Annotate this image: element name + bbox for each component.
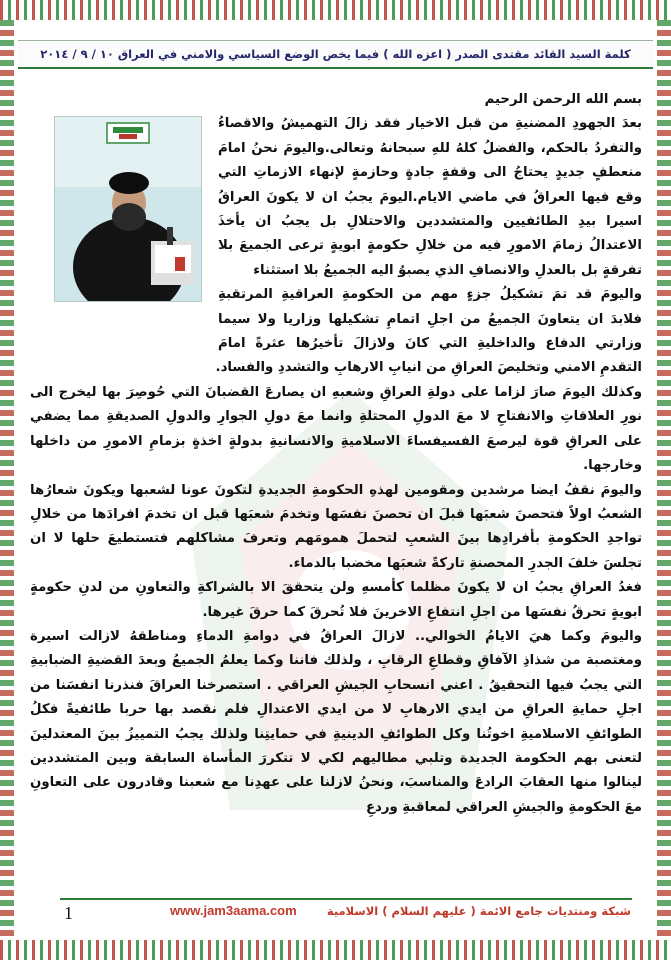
- decorative-border-left: [0, 20, 14, 940]
- document-title: كلمة السيد القائد مقتدى الصدر ( اعزه الله ) فيما يخص الوضع السياسي والامني في العراق ١٠ / ٩ / ٢٠١٤: [40, 47, 631, 61]
- paragraph: واليومَ نقفُ ايضا مرشدين ومقومين لهذهِ الحكومةِ الجديدةِ لتكونَ عونا لشعبها ويكونَ شعارُها الشعبُ اولاً فتحصنَ شعبَها قبلَ ان تحصنَ نفسَها وتخدمَ شعبَها قبل ان تخدمَ افرادَها من خلالِ تواجدِ الحكومةِ بأفرادِها بينَ الشعبِ لتحملَ همومَهم وتعرفَ مشاكلهم فتستطيعَ حلها لا ان تجلسَ خلفَ الجدرِ المحصنةِ تاركةً شعبَها مخضبا بالدماء.: [30, 482, 642, 571]
- paragraph: وكذلك اليومَ صارَ لزاما على دولةِ العراقِ وشعبهِ ان يصارعَ القضبانَ التي حُوصِرَ بها ليخرج الى نورِ العلاقاتِ والانفتاحِ لا معَ الدولِ المحتلةِ وانما معَ دولِ الجوارِ والدولِ الصديقةِ مما يضفي على العراقِ قوة ليرصعَ الفسيفساءَ الاسلاميةِ والانسانيةِ بدولةٍ اخذةٍ بزمامِ الامورِ من داخلها وخارجها.: [30, 384, 642, 474]
- header-bar: [18, 40, 653, 69]
- network-name: شبكة ومنتديات جامع الائمة ( عليهم السلام ) الاسلامية: [326, 904, 631, 918]
- decorative-border-bottom: [0, 940, 671, 960]
- paragraph: بعدَ الجهودِ المضنيةِ من قبل الاخيار فقد زالَ التهميشُ والاقصاءُ والتفردُ بالحكم، والفضلُ كلهُ للهِ سبحانهُ وتعالى.واليومَ نحنُ امامَ منعطفٍ جديدٍ يحتاجُ الى وقفةٍ جادةٍ وحازمةٍ لإنهاء الازماتِ التي وقع فيها العراقُ في ماضي الايام.اليومَ يجبُ ان لا يكونَ العراقُ اسيرا بيدِ الطائفيين والمتشددين والاحتلالِ بل يجبُ ان يأخذَ الاعتدالُ زمامَ الامورِ فيه من خلالِ حكومةٍ ابويةٍ ترعى الجميعَ بلا تفرقةٍ بل بالعدلِ والانصافِ الذي يصبوُ اليه الجميعُ بلا استثناء: [218, 116, 642, 278]
- decorative-border-right: [657, 20, 671, 940]
- paragraph: فغدُ العراقِ يجبُ ان لا يكونَ مظلما كأمسهِ ولن يتحققَ الا بالشراكةِ والتعاونِ من لدنِ حكومةٍ ابويةٍ تحرقُ نفسَها من اجلِ انتفاعِ الاخرينَ فلا تُحرقَ كما حرقَ غيرها.: [30, 580, 642, 620]
- basmala: بسم الله الرحمن الرحيم: [484, 92, 642, 107]
- decorative-border-top: [0, 0, 671, 20]
- website-link[interactable]: www.jam3aama.com: [170, 903, 297, 918]
- speech-text: [30, 88, 642, 820]
- paragraph: واليومَ قد تمَ تشكيلُ جزءٍ مهم من الحكومةِ العراقيةِ المرتقبةِ فلابدَ ان يتعاونَ الجميعُ من اجلِ اتمامِ تشكيلها وزاريا ولا سيما وزارتي الدفاع والداخليةِ التي كانَ ولازالَ تأخيرُها عثرةً امامَ التقدمِ الامني وتخليصَ العراقِ من انيابِ الارهابِ والتشددِ والفساد.: [215, 287, 642, 376]
- paragraph: واليومَ وكما هيَ الايامُ الخوالي.. لازالَ العراقُ في دوامةِ الدماءِ ومناطقهُ لازالت اسيرة ومغتصبة من شذاذِ الآفاقِ وقطاعِ الرقابِ ، ولذلك فاننا وكما يعلمُ الجميعُ وبعدَ القضيةِ الضبابيةِ التي يجبُ فيها التحقيقُ . اعني انسحابِ الجيشِ العراقي . استصرخنا العراقَ فنذرنا انفسَنا من اجلِ حمايةِ العراقِ من ايدي الارهابِ لا من ايدي الاعتدالِ فلم نقصد بها حربا طائفيةً فكلُ الطوائفِ الاسلاميةِ اخوتُنا وكل الطوائفِ الدينيةِ في حمايتِنا ولذلك يجبُ التمييزُ بينَ المعتدلينَ لتعنى بهم الحكومة الجديدة وتلبي مطاليهم لكي لا تتكررَ المأساة السابقة وبين المتشددين لينالوا منها العقابَ الرادعَ والمناسبَ، ونحنُ لازلنا على عهدِنا مع شعبنا وقادرون على التعاونِ معَ الحكومةِ والجيشِ العراقي لمعاقبةِ وردعِ: [30, 628, 642, 815]
- page-number: 1: [64, 903, 73, 923]
- footer-rule: [60, 898, 632, 900]
